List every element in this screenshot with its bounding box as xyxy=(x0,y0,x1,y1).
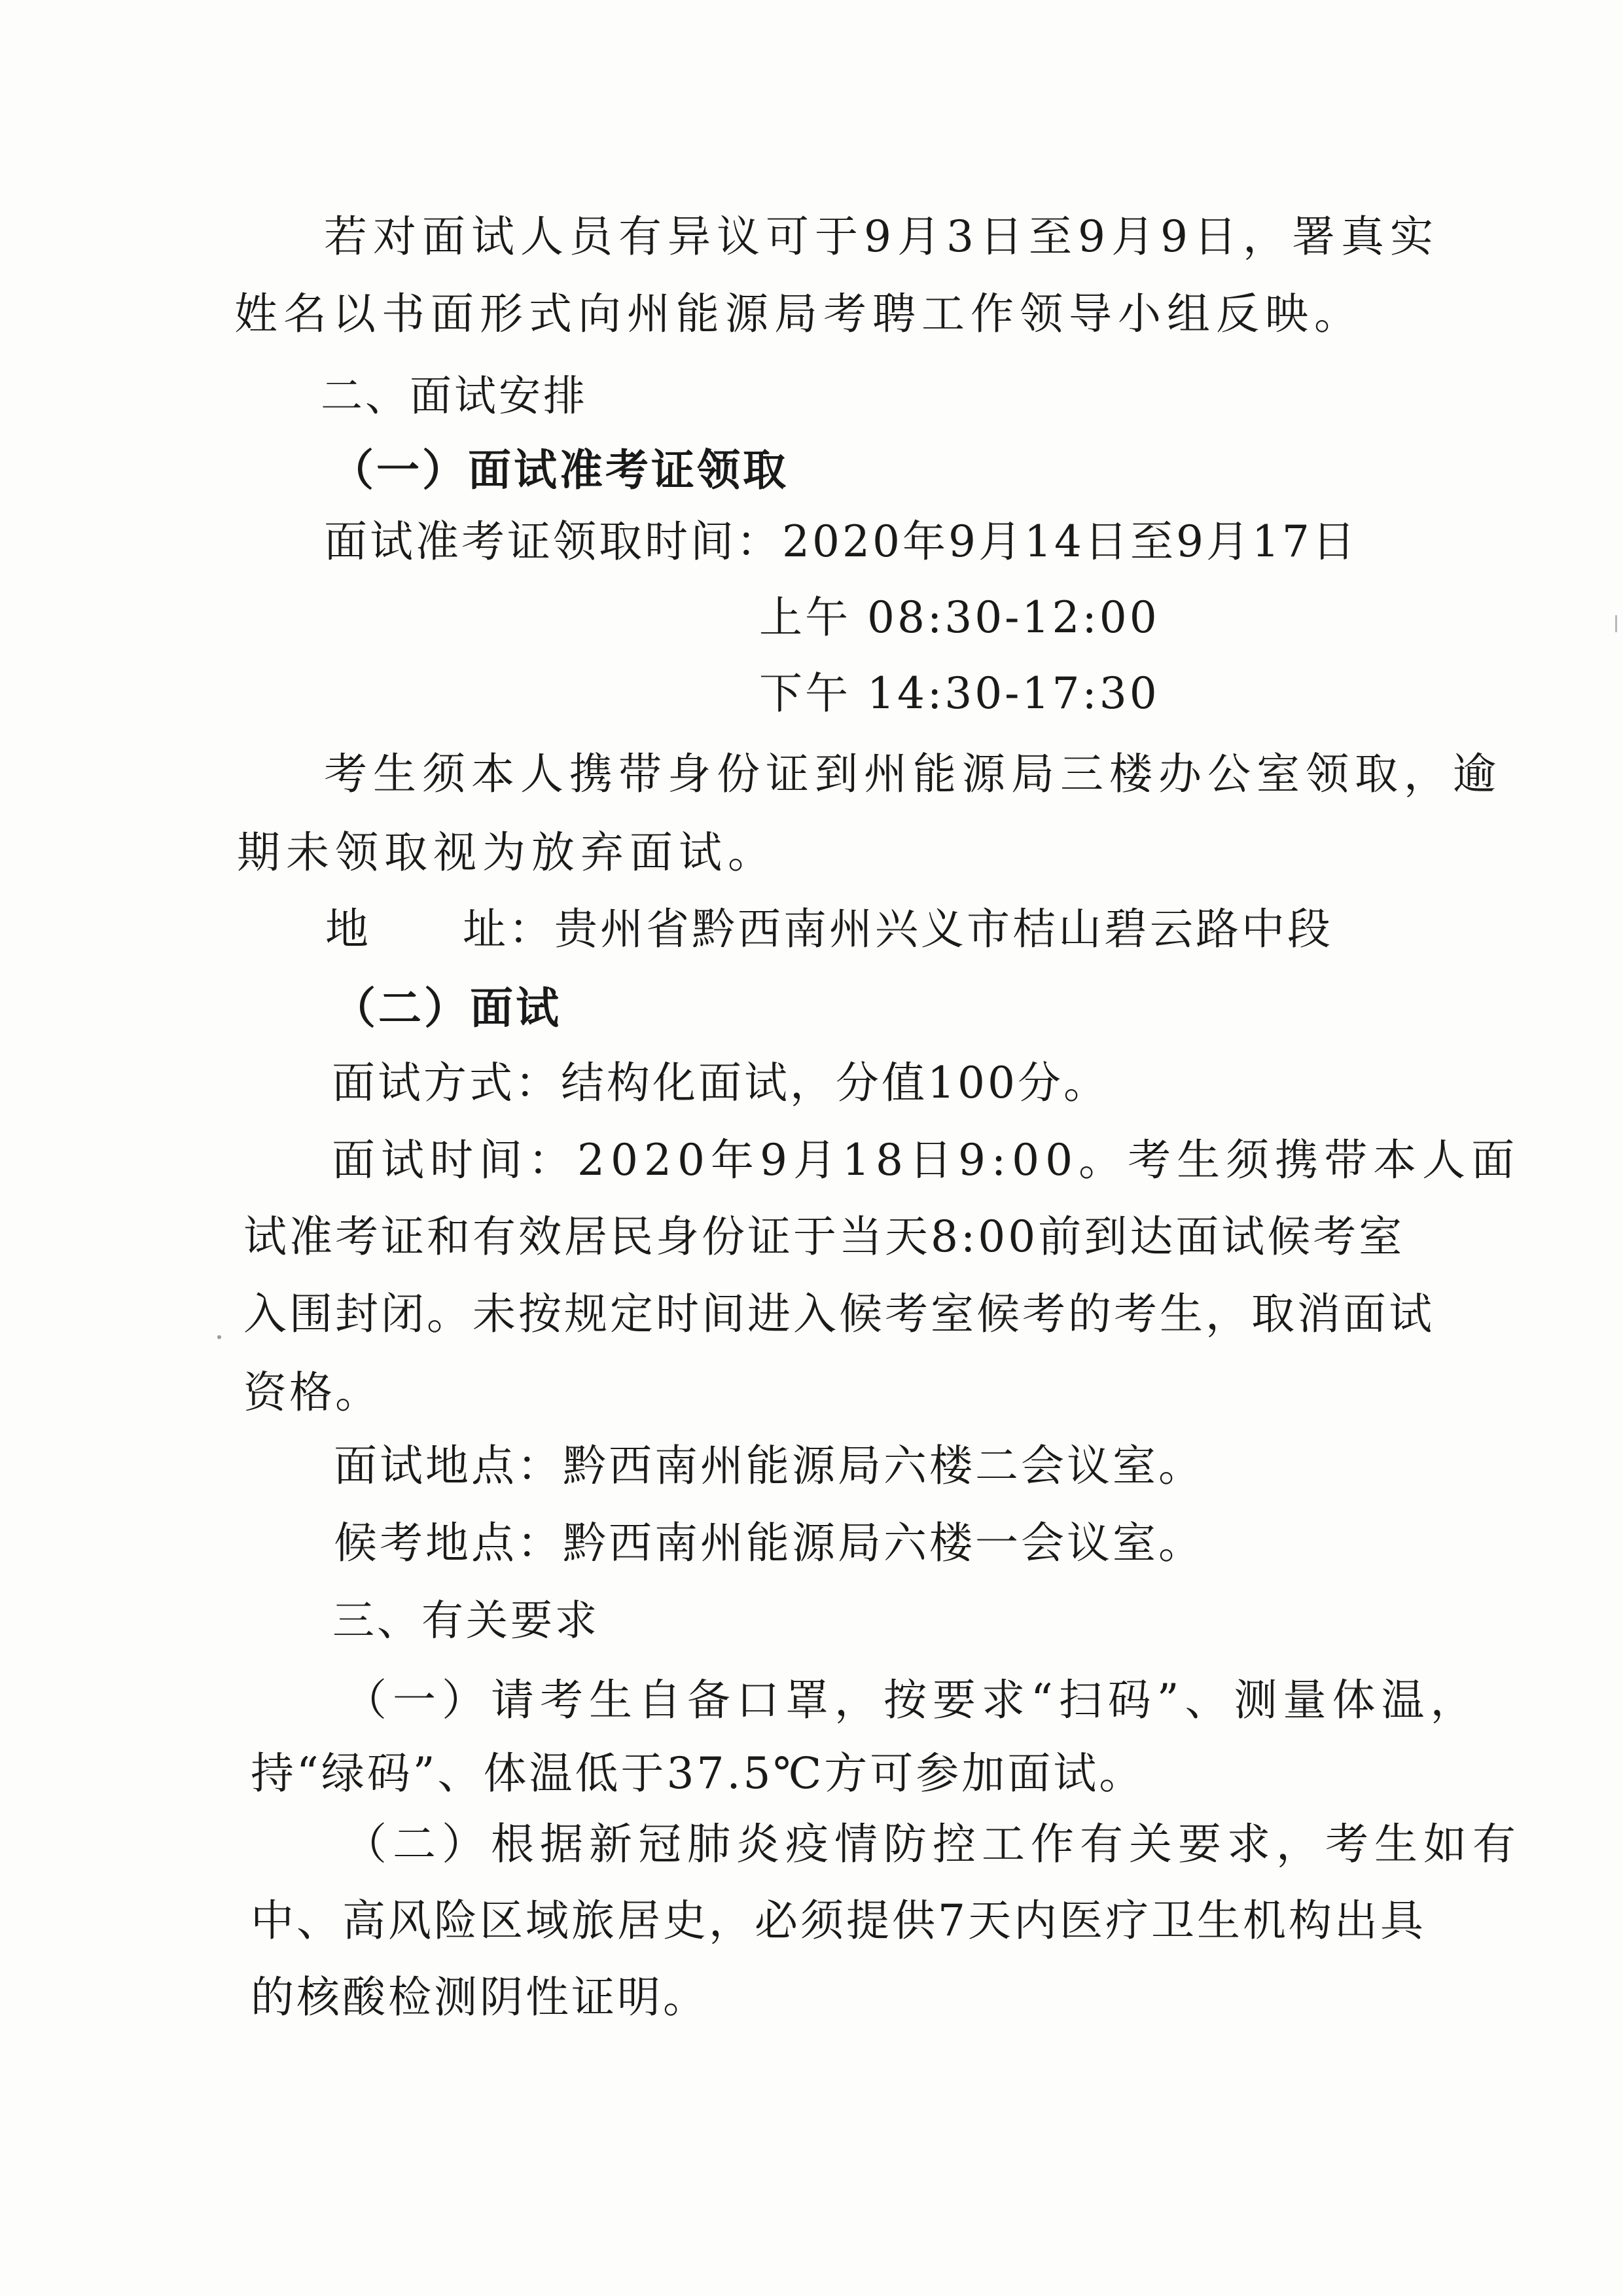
interview-place: 面试地点：黔西南州能源局六楼二会议室。 xyxy=(334,1441,1204,1491)
ticket-time-afternoon: 下午 14:30-17:30 xyxy=(759,668,1160,719)
section-3-heading: 三、有关要求 xyxy=(332,1597,599,1645)
interview-time-line-3: 入围封闭。未按规定时间进入候考室候考的考生，取消面试 xyxy=(243,1289,1435,1339)
scan-artifact-mark xyxy=(1615,615,1617,632)
ticket-note-line-2: 期未领取视为放弃面试。 xyxy=(237,827,777,878)
requirement-2-line-2: 中、高风险区域旅居史，必须提供7天内医疗卫生机构出具 xyxy=(251,1895,1426,1946)
subsection-2-heading: （二）面试 xyxy=(332,982,562,1033)
requirement-1-line-1: （一）请考生自备口罩，按要求“扫码”、测量体温， xyxy=(344,1675,1480,1725)
section-2-heading: 二、面试安排 xyxy=(321,372,588,421)
requirement-2-line-3: 的核酸检测阴性证明。 xyxy=(251,1972,709,2022)
scan-artifact-dot xyxy=(217,1335,221,1339)
objection-line-2: 姓名以书面形式向州能源局考聘工作领导小组反映。 xyxy=(234,289,1363,339)
ticket-time-line: 面试准考证领取时间：2020年9月14日至9月17日 xyxy=(324,516,1358,567)
objection-line-1: 若对面试人员有异议可于9月3日至9月9日，署真实 xyxy=(324,211,1439,262)
requirement-1-line-2: 持“绿码”、体温低于37.5℃方可参加面试。 xyxy=(251,1748,1145,1799)
ticket-note-line-1: 考生须本人携带身份证到州能源局三楼办公室领取，逾 xyxy=(324,749,1502,799)
address-line: 地 址：贵州省黔西南州兴义市桔山碧云路中段 xyxy=(325,904,1333,954)
interview-time-line-4: 资格。 xyxy=(243,1367,381,1418)
subsection-1-heading: （一）面试准考证领取 xyxy=(330,444,789,495)
requirement-2-line-1: （二）根据新冠肺炎疫情防控工作有关要求，考生如有 xyxy=(344,1819,1522,1869)
interview-time-line-1: 面试时间：2020年9月18日9:00。考生须携带本人面 xyxy=(332,1135,1521,1185)
interview-method: 面试方式：结构化面试，分值100分。 xyxy=(332,1058,1109,1108)
ticket-time-morning: 上午 08:30-12:00 xyxy=(759,592,1160,643)
waiting-place: 候考地点：黔西南州能源局六楼一会议室。 xyxy=(334,1518,1204,1568)
interview-time-line-2: 试准考证和有效居民身份证于当天8:00前到达面试候考室 xyxy=(243,1211,1405,1262)
